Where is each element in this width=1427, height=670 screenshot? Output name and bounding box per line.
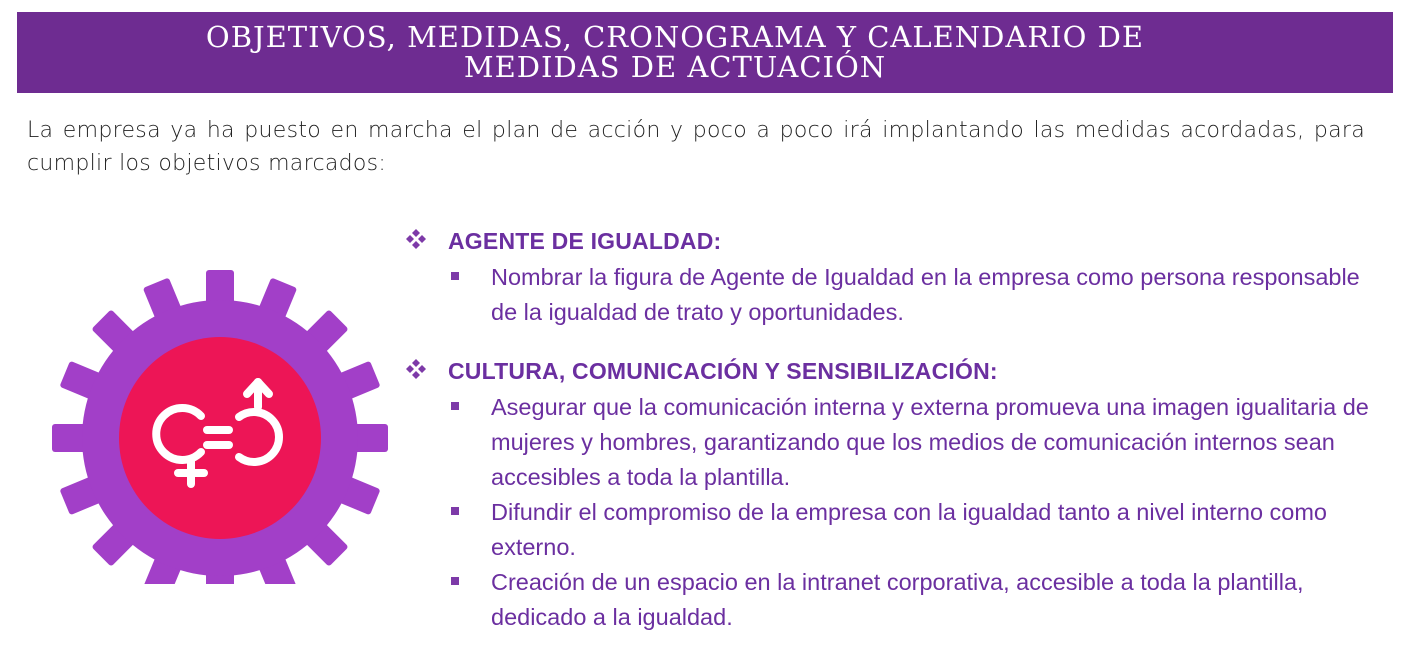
intro-paragraph: La empresa ya ha puesto en marcha el plan de acción y poco a poco irá implantando las medidas acordadas, para cumplir los objetivos marcados: [27, 118, 1365, 176]
list-item-text: Creación de un espacio en la intranet corporativa, accesible a toda la plantilla, dedicado a la igualdad. [491, 569, 1304, 630]
list-item [405, 390, 1390, 495]
list-item-text: Difundir el compromiso de la empresa con la igualdad tanto a nivel interno como externo. [491, 499, 1328, 560]
gender-equality-gear-icon [52, 270, 388, 584]
list-item [405, 565, 1390, 635]
section-title: CULTURA, COMUNICACIÓN Y SENSIBILIZACIÓN: [448, 358, 998, 384]
square-bullet-icon [451, 402, 459, 410]
four-diamond-bullet-icon [405, 358, 427, 380]
list-item [405, 495, 1390, 565]
four-diamond-bullet-icon [405, 228, 427, 250]
section-agente-igualdad [405, 222, 1390, 330]
page-title-line-2: MEDIDAS DE ACTUACIÓN [463, 50, 887, 84]
page-title-line-1: OBJETIVOS, MEDIDAS, CRONOGRAMA Y CALENDARIO DE [205, 20, 1145, 54]
list-item-text: Asegurar que la comunicación interna y externa promueva una imagen igualitaria de mujeres y hombres, garantizando que los medios de comunicación internos sean accesibles a toda la plantilla. [491, 394, 1369, 490]
square-bullet-icon [451, 507, 459, 515]
list-item-text: Nombrar la figura de Agente de Igualdad en la empresa como persona responsable de la igualdad de trato y oportunidades. [491, 264, 1360, 325]
section-cultura-comunicacion [405, 352, 1390, 635]
gear-core-circle [119, 337, 321, 539]
gear-graphic [52, 270, 388, 584]
page-title [17, 22, 1333, 82]
measures-list [405, 222, 1390, 635]
section-title: AGENTE DE IGUALDAD: [448, 228, 722, 254]
header-banner [17, 12, 1393, 93]
square-bullet-icon [451, 272, 459, 280]
list-item [405, 260, 1390, 330]
section-heading [405, 352, 1390, 390]
section-heading [405, 222, 1390, 260]
square-bullet-icon [451, 577, 459, 585]
